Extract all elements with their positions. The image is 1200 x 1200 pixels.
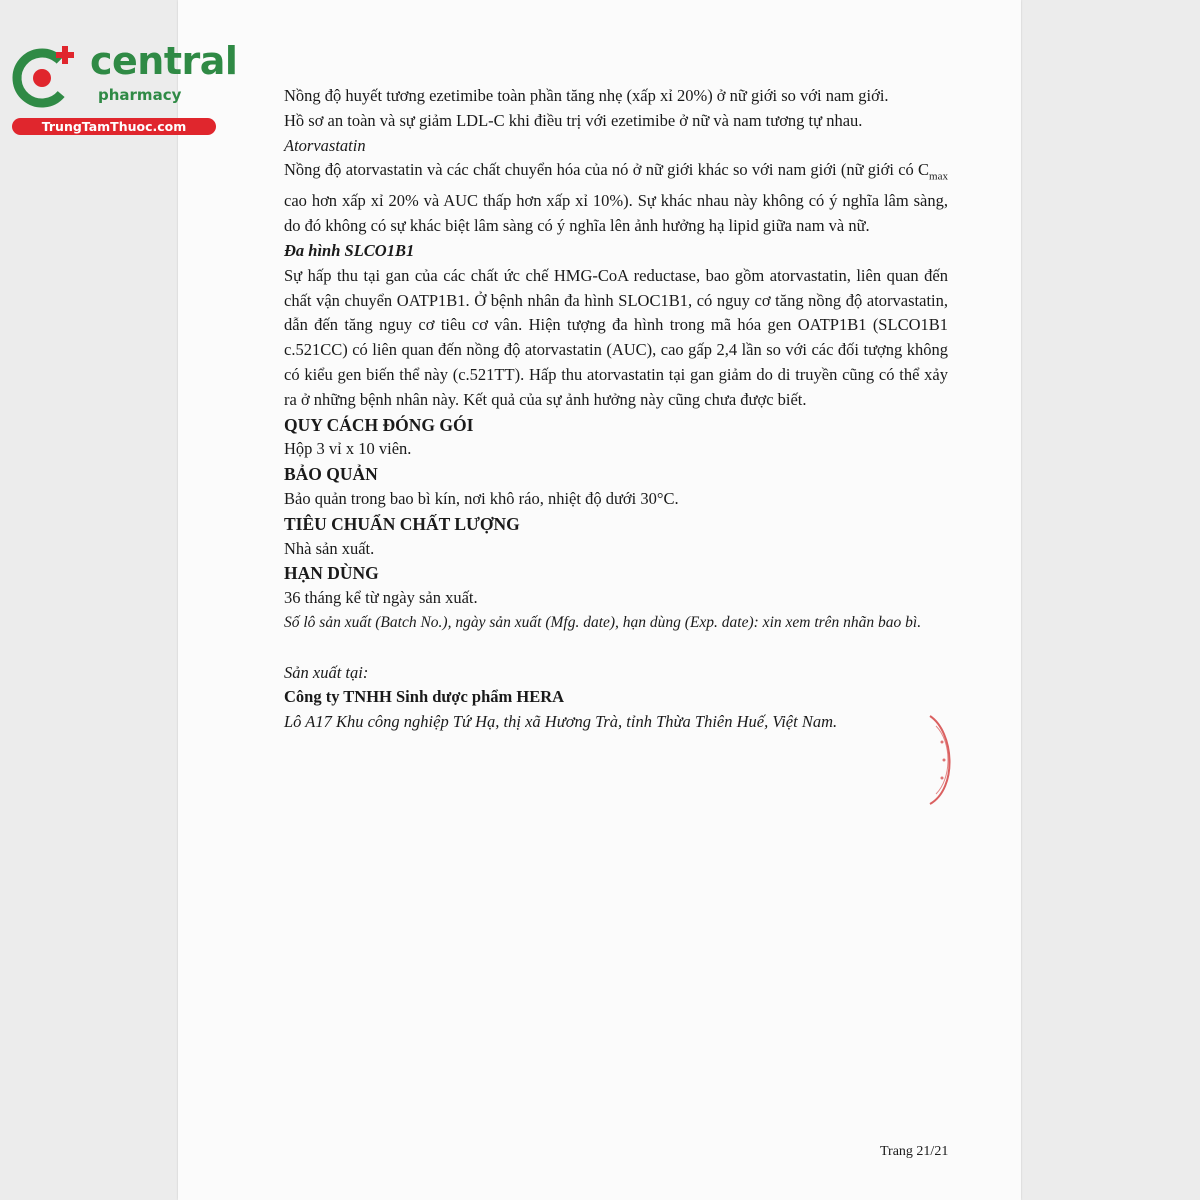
- paragraph-atorvastatin-gender: Nồng độ atorvastatin và các chất chuyển hóa của nó ở nữ giới khác so với nam giới (nữ giới có $C_{max}$ cao hơn xấp xỉ 20% và AUC thấp hơn xấp xỉ 10%). Sự khác nhau này không có ý nghĩa lâm sàng, do đó không có sự khác biệt lâm sàng có ý nghĩa lên ảnh hưởng hạ lipid giữa nam và nữ.: [284, 160, 948, 236]
- page-number: Trang 21/21: [880, 1144, 949, 1159]
- heading-storage: BẢO QUẢN: [284, 464, 378, 485]
- logo-banner: TrungTamThuoc.com: [12, 118, 216, 135]
- document-content: [284, 84, 948, 735]
- quality-text: Nhà sản xuất.: [284, 538, 375, 558]
- heading-expiry: HẠN DÙNG: [284, 563, 379, 584]
- logo-sub-text: pharmacy: [98, 86, 182, 104]
- manufacturer-address: Lô A17 Khu công nghiệp Tứ Hạ, thị xã Hương Trà, tỉnh Thừa Thiên Huế, Việt Nam.: [284, 712, 838, 732]
- heading-atorvastatin: Atorvastatin: [284, 135, 366, 155]
- central-pharmacy-logo: [8, 38, 238, 138]
- paragraph-ezetimibe-gender: Nồng độ huyết tương ezetimibe toàn phần tăng nhẹ (xấp xỉ 20%) ở nữ giới so với nam giới.: [284, 86, 889, 105]
- logo-brand-text: central: [90, 39, 238, 83]
- made-at-label: Sản xuất tại:: [284, 662, 369, 682]
- heading-slco1b1: Đa hình SLCO1B1: [284, 241, 415, 261]
- packaging-text: Hộp 3 vỉ x 10 viên.: [284, 439, 412, 459]
- paragraph-ezetimibe-safety: Hồ sơ an toàn và sự giảm LDL-C khi điều trị với ezetimibe ở nữ và nam tương tự nhau.: [284, 110, 863, 130]
- manufacturer-name: Công ty TNHH Sinh dược phẩm HERA: [284, 687, 565, 707]
- pharmacy-cross-logo-icon: [10, 40, 82, 112]
- paragraph-slco1b1: Sự hấp thu tại gan của các chất ức chế HMG-CoA reductase, bao gồm atorvastatin, liên quan đến chất vận chuyển OATP1B1. Ở bệnh nhân đa hình SLOC1B1, có nguy cơ tăng nồng độ atorvastatin, dẫn đến tăng nguy cơ tiêu cơ vân. Hiện tượng đa hình trong mã hóa gen OATP1B1 (SLCO1B1 c.521CC) có liên quan đến nồng độ atorvastatin (AUC), cao gấp 2,4 lần so với các đối tượng không có kiểu gen biến thể này (c.521TT). Hấp thu atorvastatin tại gan giảm do di truyền cũng có thể xảy ra ở những bệnh nhân này. Kết quả của sự ảnh hưởng này cũng chưa được biết.: [284, 265, 948, 409]
- batch-note: Số lô sản xuất (Batch No.), ngày sản xuất (Mfg. date), hạn dùng (Exp. date): xin xem trên nhãn bao bì.: [284, 614, 922, 632]
- company-seal-stamp-icon: [924, 712, 960, 808]
- heading-quality: TIÊU CHUẨN CHẤT LƯỢNG: [284, 513, 520, 534]
- heading-packaging: QUY CÁCH ĐÓNG GÓI: [284, 414, 474, 435]
- storage-text: Bảo quản trong bao bì kín, nơi khô ráo, nhiệt độ dưới 30°C.: [284, 489, 679, 509]
- expiry-text: 36 tháng kể từ ngày sản xuất.: [284, 588, 478, 608]
